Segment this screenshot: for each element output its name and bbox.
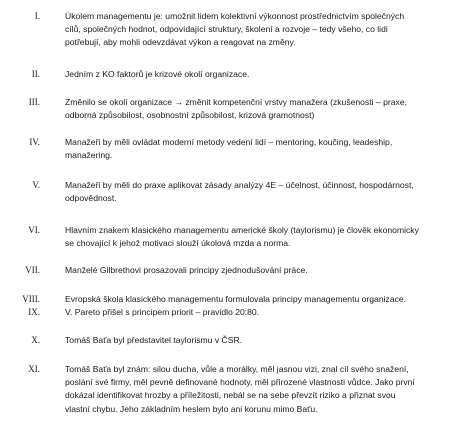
- item-number: IV.: [29, 137, 40, 147]
- item-number: II.: [31, 69, 40, 79]
- item-number: XI.: [28, 364, 40, 374]
- item-text: Manželé Gilbrethovi prosazovali principy zjednodušování práce.: [65, 265, 308, 275]
- item-number: IX.: [28, 307, 40, 317]
- item-text: Tomáš Baťa byl představitel taylorismu v ČSR.: [65, 335, 243, 345]
- item-number: I.: [34, 11, 40, 21]
- item-text: Hlavním znakem klasického managementu americké školy (taylorismu) je člověk ekonomicky se chovající k jehož motivaci slouží úkolová mzda a norma.: [65, 225, 419, 249]
- item-number: VI.: [28, 225, 40, 235]
- item-text: Tomáš Baťa byl znám: silou ducha, vůle a morálky, měl jasnou vizi, znal cíl svého snažení, poslání své firmy, měl pevně definované hodnoty, měl přirozené vlastnosti vůdce. Jako první dokázal identifikovat hrozby a příležitosti, nebál se na sebe převzít riziko a přiznat svou vlastní chybu. Jeho základním heslem bylo ani korunu mimo Baťu.: [65, 364, 415, 414]
- item-number: III.: [28, 97, 40, 107]
- item-number: VIII.: [22, 294, 40, 304]
- item-text: V. Pareto přišel s principem priorit – pravidlo 20:80.: [65, 307, 260, 317]
- item-number: VII.: [25, 265, 40, 275]
- item-text: Evropská škola klasického managementu formulovala principy managementu organizace.: [65, 294, 407, 304]
- item-text: Změnilo se okolí organizace → změnit kompetenční vrstvy manažera (zkušenosti – praxe, odborná způsobilost, osobnostní způsobilost, krizová gramotnost): [65, 97, 407, 121]
- item-number: V.: [32, 180, 40, 190]
- item-text: Jedním z KO faktorů je krizové okolí organizace.: [65, 69, 250, 79]
- item-number: X.: [31, 335, 40, 345]
- item-text: Manažeři by měli do praxe aplikovat zásady analýzy 4E – účelnost, účinnost, hospodárnost, odpovědnost.: [65, 180, 414, 204]
- item-text: Úkolem managementu je: umožnit lidem kolektivní výkonnost prostřednictvím společných cílů, společných hodnot, odpovídající struktury, školení a rozvoje – tedy všeho, co lidi potřebují, aby mohli odevzdávat výkon a reagovat na změny.: [65, 11, 405, 48]
- item-text: Manažeři by měli ovládat moderní metody vedení lidí – mentoring, koučing, leadeship, manažering.: [65, 137, 393, 161]
